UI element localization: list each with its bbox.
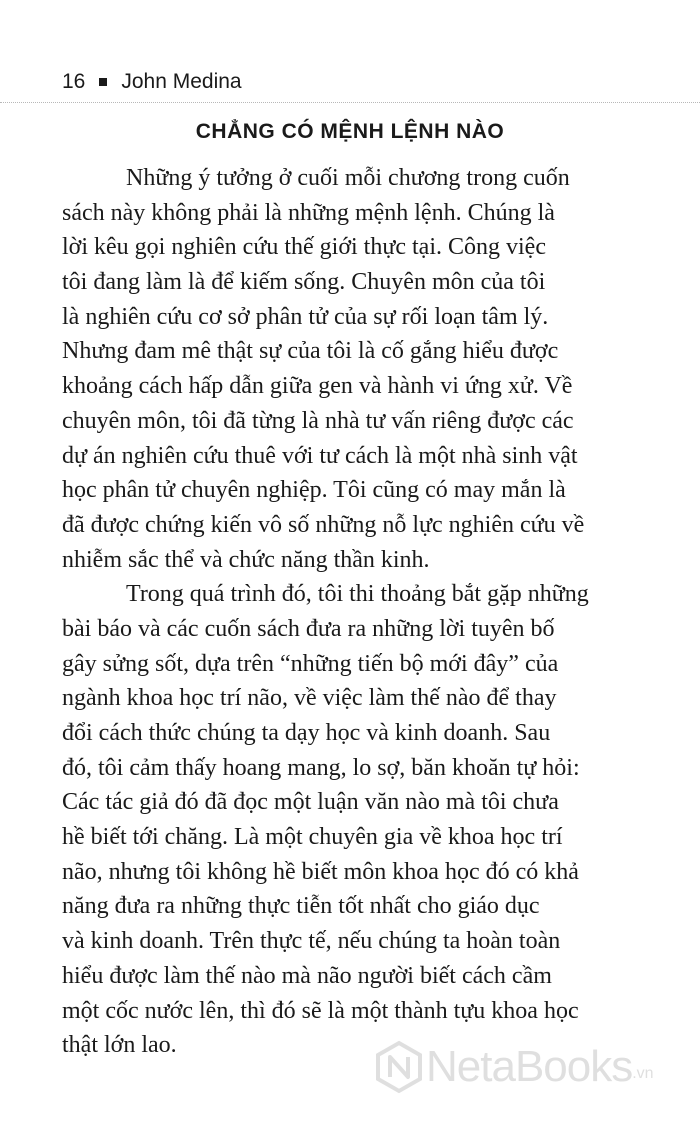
text-line: đổi cách thức chúng ta dạy học và kinh doanh. Sau	[62, 720, 551, 746]
header-divider	[0, 102, 700, 103]
watermark	[372, 1040, 654, 1094]
section-heading: CHẲNG CÓ MỆNH LỆNH NÀO	[195, 120, 505, 143]
text-line: Các tác giả đó đã đọc một luận văn nào mà tôi chưa	[62, 789, 559, 816]
text-line: năng đưa ra những thực tiễn tốt nhất cho giáo dục	[62, 893, 540, 920]
body-text	[62, 161, 662, 1063]
text-line: bài báo và các cuốn sách đưa ra những lời tuyên bố	[62, 615, 555, 642]
paragraph-2	[62, 577, 662, 1063]
text-line: đó, tôi cảm thấy hoang mang, lo sợ, băn khoăn tự hỏi:	[62, 754, 580, 781]
text-line: Những ý tưởng ở cuối mỗi chương trong cuốn	[126, 165, 570, 191]
running-header	[62, 70, 242, 94]
text-line: hiểu được làm thế nào mà não người biết cách cầm	[62, 962, 552, 989]
text-line: đã được chứng kiến vô số những nỗ lực nghiên cứu về	[62, 511, 585, 538]
author-name: John Medina	[121, 70, 242, 93]
text-line: thật lớn lao.	[62, 1032, 177, 1059]
text-line: là nghiên cứu cơ sở phân tử của sự rối loạn tâm lý.	[62, 303, 549, 330]
text-line: chuyên môn, tôi đã từng là nhà tư vấn riêng được các	[62, 407, 574, 434]
text-line: một cốc nước lên, thì đó sẽ là một thành tựu khoa học	[62, 997, 579, 1024]
square-bullet-icon	[99, 78, 107, 86]
watermark-text: NetaBooks	[426, 1042, 633, 1091]
text-line: Trong quá trình đó, tôi thi thoảng bắt gặp những	[126, 581, 589, 608]
text-line: lời kêu gọi nghiên cứu thế giới thực tại. Công việc	[62, 234, 546, 261]
watermark-suffix: .vn	[632, 1065, 654, 1082]
text-line: học phân tử chuyên nghiệp. Tôi cũng có may mắn là	[62, 477, 566, 504]
text-line: hề biết tới chăng. Là một chuyên gia về khoa học trí	[62, 824, 563, 851]
text-line: não, nhưng tôi không hề biết môn khoa học đó có khả	[62, 858, 579, 885]
paragraph-1	[62, 161, 662, 577]
text-line: ngành khoa học trí não, về việc làm thế nào để thay	[62, 685, 557, 712]
text-line: và kinh doanh. Trên thực tế, nếu chúng ta hoàn toàn	[62, 928, 561, 955]
text-line: sách này không phải là những mệnh lệnh. Chúng là	[62, 199, 555, 226]
text-line: dự án nghiên cứu thuê với tư cách là một nhà sinh vật	[62, 442, 578, 469]
netabooks-logo-icon	[372, 1040, 426, 1094]
text-line: tôi đang làm là để kiếm sống. Chuyên môn của tôi	[62, 269, 546, 296]
page-number: 16	[62, 70, 86, 93]
text-line: Nhưng đam mê thật sự của tôi là cố gắng hiểu được	[62, 338, 559, 365]
text-line: khoảng cách hấp dẫn giữa gen và hành vi ứng xử. Về	[62, 373, 573, 400]
text-line: gây sửng sốt, dựa trên “những tiến bộ mới đây” của	[62, 650, 559, 677]
text-line: nhiễm sắc thể và chức năng thần kinh.	[62, 546, 430, 573]
